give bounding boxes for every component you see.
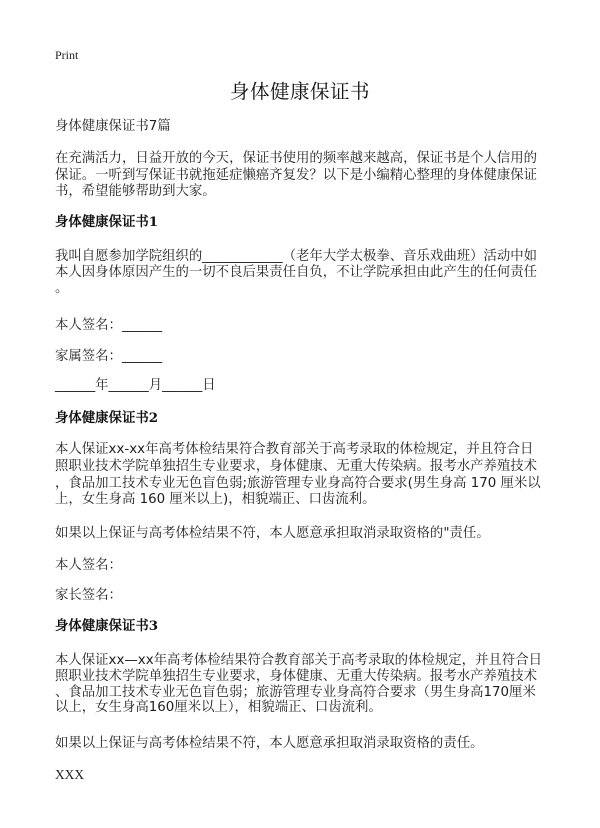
statement-line: 如果以上保证与高考体检结果不符，本人愿意承担取消录取资格的责任。 — [55, 736, 484, 751]
signature-self-line: 本人签名： — [55, 558, 122, 573]
document-title: 身体健康保证书 — [229, 80, 370, 103]
signature-family-line: 家属签名：______ — [55, 349, 163, 364]
section-paragraph-line: 本人保证xx—xx年高考体检结果符合教育部关于高考录取的体检规定，并且符合日 — [55, 653, 542, 668]
section-heading: 身体健康保证书3 — [55, 618, 159, 634]
signature-self-line: 本人签名：______ — [55, 318, 163, 333]
section-paragraph-line: 本人保证xx-xx年高考体检结果符合教育部关于高考录取的体检规定，并且符合日 — [55, 442, 534, 457]
section-paragraph-line: 本人因身体原因产生的一切不良后果责任自负，不让学院承担由此产生的任何责任 — [55, 265, 538, 280]
signature-parent-line: 家长签名： — [55, 588, 122, 603]
intro-line: 在充满活力，日益开放的今天，保证书使用的频率越来越高，保证书是个人信用的 — [55, 151, 538, 166]
section-paragraph-line: 以上，女生身高160厘米以上），相貌端正、口齿流利。 — [55, 700, 382, 715]
document-subtitle: 身体健康保证书7篇 — [55, 119, 171, 134]
section-paragraph-line: 上，女生身高 160 厘米以上)，相貌端正、口齿流利。 — [55, 492, 376, 507]
date-line: ______年______月______日 — [55, 378, 216, 393]
section-paragraph-line: ，食品加工技术专业无色盲色弱;旅游管理专业身高符合要求(男生身高 170 厘米以 — [55, 476, 541, 491]
print-link[interactable]: Print — [55, 48, 79, 62]
statement-line: 如果以上保证与高考体检结果不符，本人愿意承担取消录取资格的"责任。 — [55, 526, 490, 541]
intro-line: 保证。一听到写保证书就拖延症懒癌齐复发？以下是小编精心整理的身体健康保证 — [55, 168, 538, 183]
section-heading: 身体健康保证书2 — [55, 410, 159, 426]
signer-name: XXX — [55, 767, 85, 782]
intro-line: 书，希望能够帮助到大家。 — [55, 184, 216, 199]
section-heading: 身体健康保证书1 — [55, 214, 159, 230]
section-paragraph-line: 照职业技术学院单独招生专业要求，身体健康、无重大传染病。报考水产养殖技术 — [55, 459, 538, 474]
section-paragraph-line: 、食品加工技术专业无色盲色弱；旅游管理专业身高符合要求（男生身高170厘米 — [55, 685, 536, 700]
section-paragraph-line: 照职业技术学院单独招生专业要求，身体健康、无重大传染病。报考水产养殖技术 — [55, 669, 538, 684]
section-paragraph-line: 。 — [55, 281, 69, 296]
section-paragraph-line: 我叫自愿参加学院组织的____________（老年大学太极拳、音乐戏曲班）活动中如 — [55, 249, 538, 264]
